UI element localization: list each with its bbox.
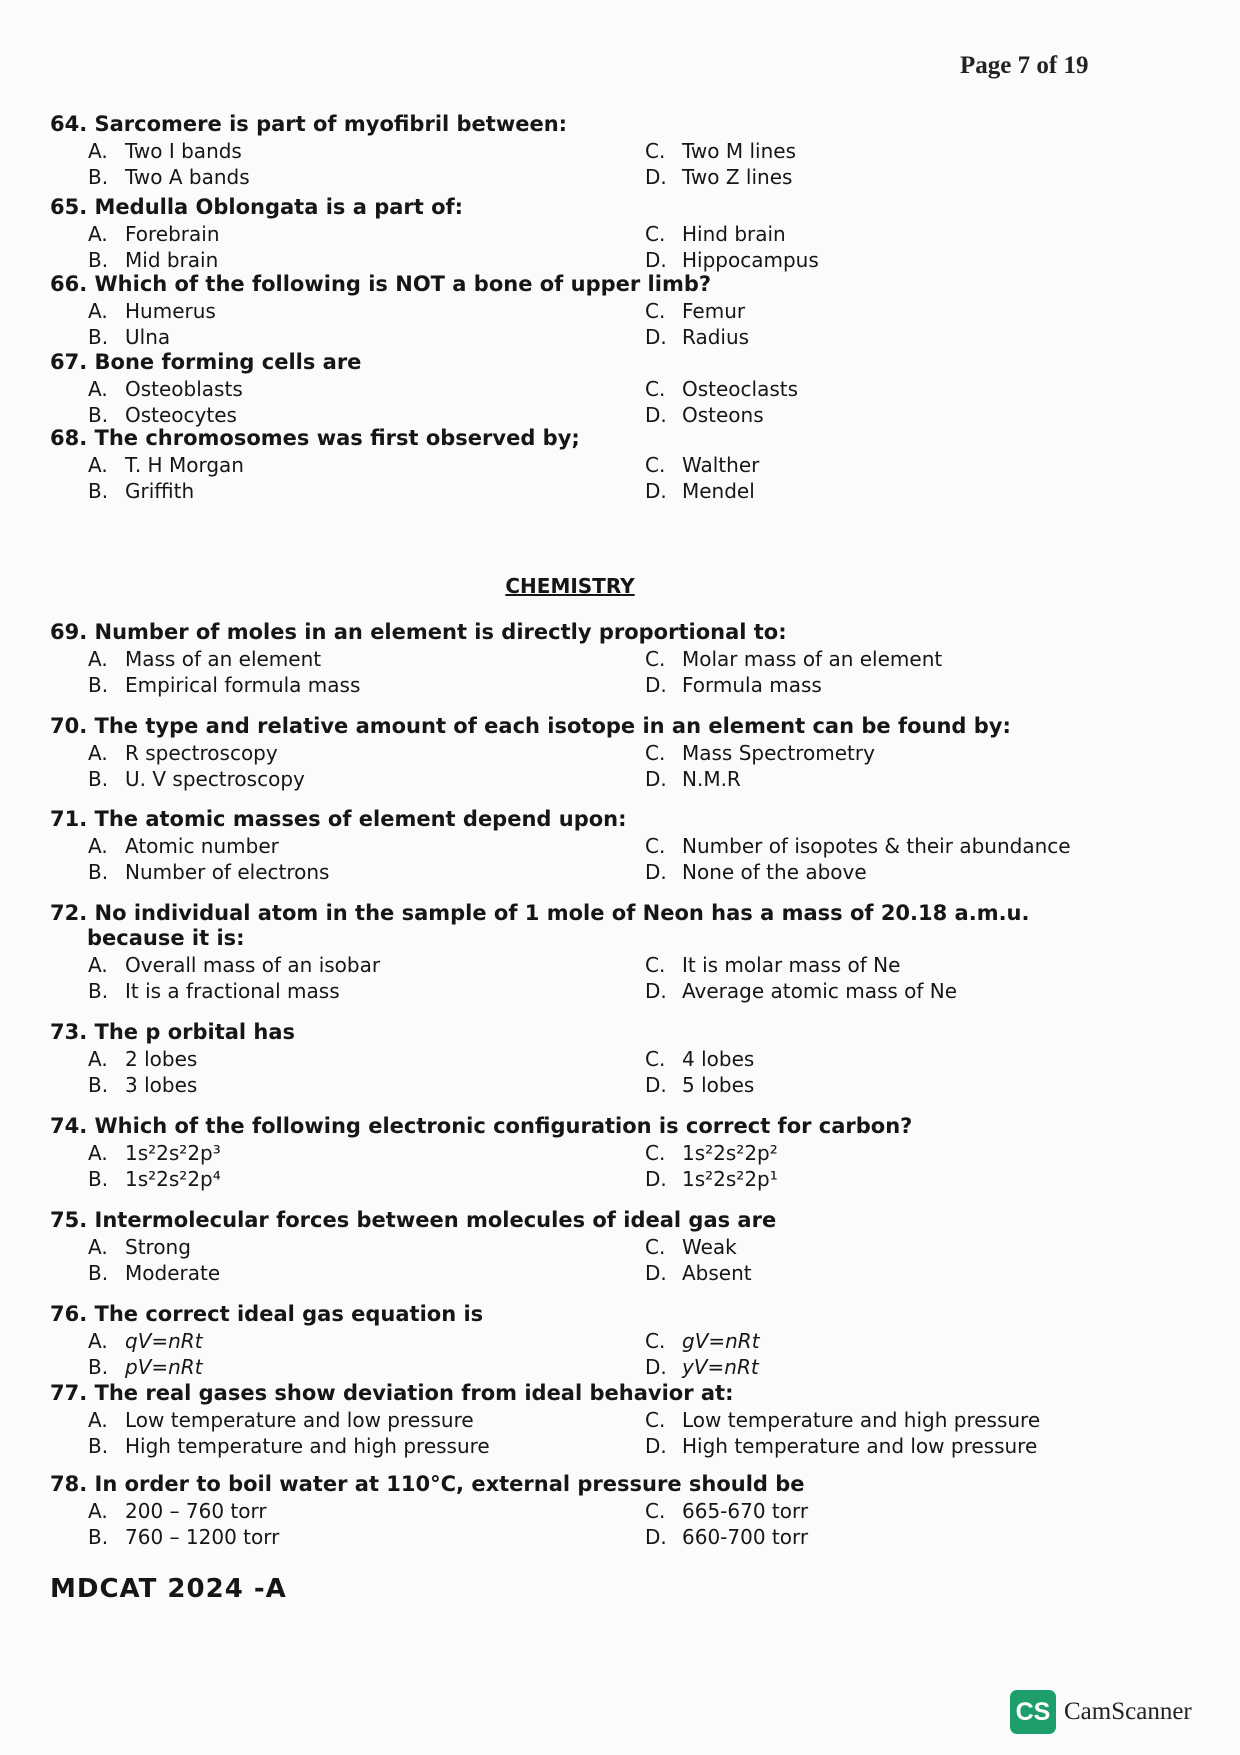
question-number: 78. [50,1472,88,1496]
question-number: 77. [50,1381,88,1405]
question-number: 75. [50,1208,88,1232]
option-b: B. Ulna [88,325,171,349]
option-b: B. 3 lobes [88,1073,198,1097]
question-72 [50,901,1090,1005]
question-text: The p orbital has [94,1020,296,1044]
option-b: B. Moderate [88,1261,221,1285]
question-text: The real gases show deviation from ideal behavior at: [94,1381,734,1405]
question-number: 74. [50,1114,88,1138]
question-text: Number of moles in an element is directly proportional to: [94,620,787,644]
option-b: B. Griffith [88,479,195,503]
option-a: A. qV=nRt [88,1329,203,1353]
option-a: A. 1s²2s²2p³ [88,1141,221,1165]
option-c: C. Two M lines [645,139,796,163]
question-text: The chromosomes was first observed by; [94,426,580,450]
question-67 [50,350,1090,429]
option-d: D. Absent [645,1261,752,1285]
option-a: A. Atomic number [88,834,279,858]
option-a: A. Forebrain [88,222,220,246]
option-b: B. U. V spectroscopy [88,767,305,791]
option-d: D. 5 lobes [645,1073,755,1097]
option-b: B. Osteocytes [88,403,237,427]
option-b: B. 760 – 1200 torr [88,1525,280,1549]
question-text: Intermolecular forces between molecules of ideal gas are [94,1208,777,1232]
option-d: D. Radius [645,325,750,349]
question-78 [50,1472,1090,1551]
question-69 [50,620,1090,699]
option-d: D. Average atomic mass of Ne [645,979,958,1003]
option-b: B. pV=nRt [88,1355,203,1379]
option-c: C. Walther [645,453,760,477]
question-76 [50,1302,1090,1381]
question-text: No individual atom in the sample of 1 mole of Neon has a mass of 20.18 a.m.u. because it is: [87,901,1030,950]
option-c: C. Osteoclasts [645,377,799,401]
page-number: Page 7 of 19 [960,52,1089,79]
option-b: B. Two A bands [88,165,250,189]
question-64 [50,112,1090,191]
question-number: 72. [50,901,88,925]
paper-code-footer: MDCAT 2024 -A [50,1574,287,1604]
question-73 [50,1020,1090,1099]
question-text: Sarcomere is part of myofibril between: [94,112,568,136]
question-text: Which of the following electronic configuration is correct for carbon? [94,1114,913,1138]
option-a: A. Humerus [88,299,216,323]
option-a: A. Strong [88,1235,191,1259]
question-68 [50,426,1090,505]
option-a: A. Two I bands [88,139,242,163]
section-heading-chemistry: CHEMISTRY [505,574,635,598]
question-text: The type and relative amount of each isotope in an element can be found by: [94,714,1011,738]
question-number: 66. [50,272,88,296]
question-number: 76. [50,1302,88,1326]
question-number: 70. [50,714,88,738]
option-a: A. 200 – 760 torr [88,1499,267,1523]
question-number: 73. [50,1020,88,1044]
question-number: 64. [50,112,88,136]
option-c: C. Mass Spectrometry [645,741,875,765]
option-b: B. It is a fractional mass [88,979,340,1003]
question-number: 68. [50,426,88,450]
option-b: B. 1s²2s²2p⁴ [88,1167,221,1191]
option-c: C. 1s²2s²2p² [645,1141,778,1165]
camscanner-logo-icon: CS [1010,1690,1056,1734]
option-a: A. Mass of an element [88,647,322,671]
option-c: C. 665-670 torr [645,1499,809,1523]
option-c: C. 4 lobes [645,1047,755,1071]
option-a: A. Low temperature and low pressure [88,1408,474,1432]
question-75 [50,1208,1090,1287]
option-c: C. Femur [645,299,746,323]
question-70 [50,714,1090,793]
option-b: B. Mid brain [88,248,219,272]
option-c: C. Hind brain [645,222,786,246]
option-c: C. Low temperature and high pressure [645,1408,1041,1432]
option-c: C. Molar mass of an element [645,647,943,671]
option-d: D. yV=nRt [645,1355,759,1379]
option-c: C. It is molar mass of Ne [645,953,901,977]
option-b: B. Number of electrons [88,860,330,884]
option-d: D. Formula mass [645,673,822,697]
question-77 [50,1381,1090,1460]
option-d: D. 1s²2s²2p¹ [645,1167,778,1191]
question-number: 67. [50,350,88,374]
question-text: Which of the following is NOT a bone of upper limb? [94,272,712,296]
option-a: A. Overall mass of an isobar [88,953,381,977]
question-text: The atomic masses of element depend upon: [94,807,627,831]
question-65 [50,195,1090,274]
option-a: A. 2 lobes [88,1047,198,1071]
option-d: D. Two Z lines [645,165,793,189]
question-number: 69. [50,620,88,644]
option-d: D. High temperature and low pressure [645,1434,1038,1458]
question-text: Bone forming cells are [94,350,362,374]
option-a: A. T. H Morgan [88,453,244,477]
question-number: 71. [50,807,88,831]
option-d: D. Hippocampus [645,248,819,272]
camscanner-brand-text: CamScanner [1064,1698,1192,1725]
option-c: C. Number of isopotes & their abundance [645,834,1071,858]
option-a: A. R spectroscopy [88,741,278,765]
camscanner-watermark [1010,1690,1192,1734]
question-text: In order to boil water at 110°C, external pressure should be [94,1472,805,1496]
option-b: B. High temperature and high pressure [88,1434,490,1458]
question-66 [50,272,1090,351]
option-d: D. N.M.R [645,767,741,791]
option-b: B. Empirical formula mass [88,673,361,697]
question-number: 65. [50,195,88,219]
option-d: D. Osteons [645,403,764,427]
question-text: The correct ideal gas equation is [94,1302,484,1326]
option-d: D. Mendel [645,479,755,503]
question-text: Medulla Oblongata is a part of: [94,195,464,219]
option-c: C. Weak [645,1235,737,1259]
option-d: D. 660-700 torr [645,1525,809,1549]
option-d: D. None of the above [645,860,867,884]
question-74 [50,1114,1090,1193]
option-a: A. Osteoblasts [88,377,243,401]
question-71 [50,807,1090,886]
option-c: C. gV=nRt [645,1329,760,1353]
